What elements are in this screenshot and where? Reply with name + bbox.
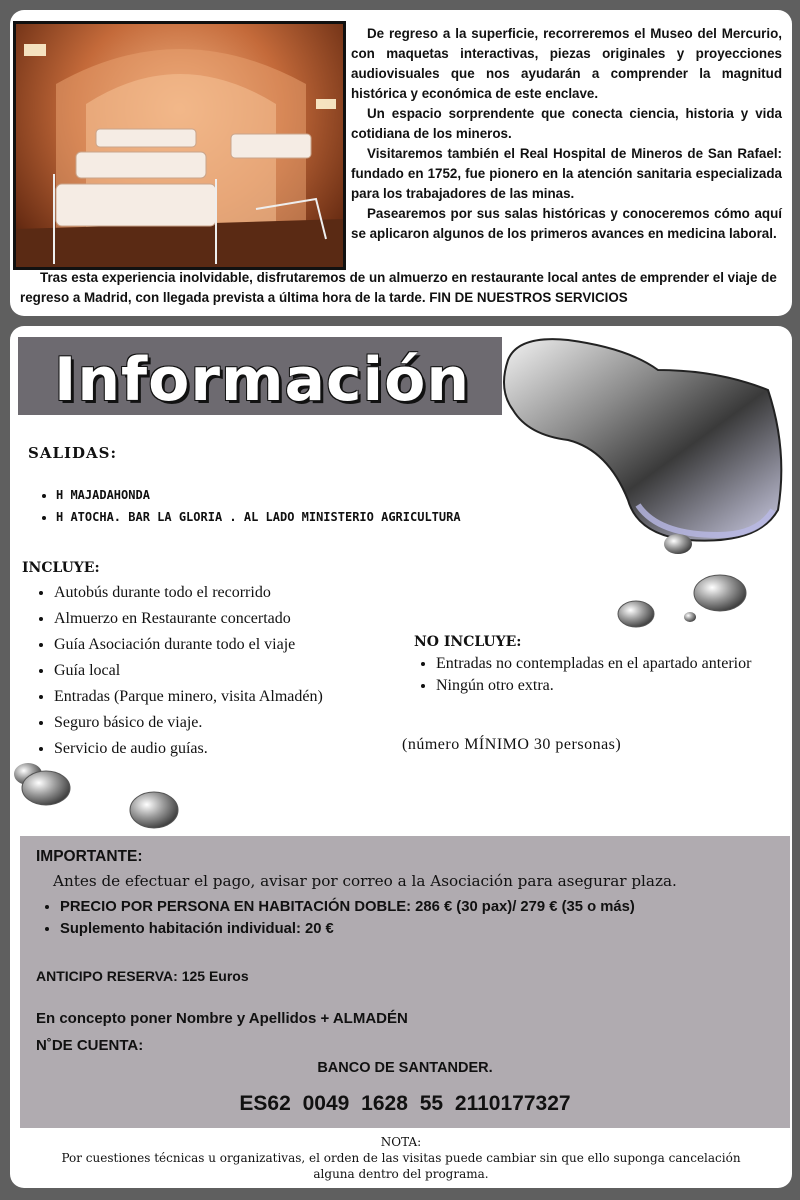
- information-card: [10, 326, 792, 1188]
- intro-paragraph: De regreso a la superficie, recorreremos el Museo del Mercurio, con maquetas interactivas, piezas originales y proyecciones audiovisuales que nos ayudarán a comprender la magnitud histórica y económica de este enclave.: [351, 26, 782, 101]
- mercury-blob-icon: [488, 330, 788, 560]
- mercury-drop-icon: [616, 598, 656, 630]
- list-item: • Entradas no contempladas en el apartado anterior: [436, 653, 792, 674]
- note-text: Por cuestiones técnicas u organizativas, el orden de las visitas puede cambiar sin que ello suponga cancelación alguna dentro del programa.: [61, 1151, 741, 1181]
- list-item: • Servicio de audio guías.: [54, 736, 323, 762]
- mercury-drop-icon: [690, 570, 750, 616]
- intro-paragraph: Un espacio sorprendente que conecta ciencia, historia y vida cotidiana de los mineros.: [351, 106, 782, 141]
- hospital-room-illustration: [16, 24, 343, 267]
- list-item: • Seguro básico de viaje.: [54, 710, 323, 736]
- closing-paragraph: Tras esta experiencia inolvidable, disfrutaremos de un almuerzo en restaurante local antes de emprender el viaje de regreso a Madrid, con llegada prevista a última hora de la tarde. FIN DE NUESTROS SERVICIOS: [20, 270, 777, 305]
- iban-number: ES62 0049 1628 55 2110177327: [239, 1092, 571, 1115]
- list-item: • H ATOCHA. BAR LA GLORIA . AL LADO MINISTERIO AGRICULTURA: [56, 506, 461, 528]
- intro-text: [351, 24, 782, 244]
- mercury-drop-icon: [6, 760, 76, 808]
- incluye-heading: INCLUYE:: [22, 560, 100, 576]
- concept-text: En concepto poner Nombre y Apellidos + ALMADÉN: [36, 1010, 408, 1027]
- deposit-text: ANTICIPO RESERVA: 125 Euros: [36, 968, 249, 984]
- title-banner: [18, 337, 502, 415]
- list-item: • Autobús durante todo el recorrido: [54, 580, 323, 606]
- salidas-list: [26, 484, 461, 528]
- list-item: • Guía Asociación durante todo el viaje: [54, 632, 323, 658]
- bank-name: BANCO DE SANTANDER.: [317, 1060, 493, 1076]
- footer-note: [50, 1134, 752, 1182]
- salidas-heading: SALIDAS:: [28, 444, 118, 462]
- list-item: • PRECIO POR PERSONA EN HABITACIÓN DOBLE: 286 € (30 pax)/ 279 € (35 o más): [60, 896, 635, 918]
- important-heading: IMPORTANTE:: [36, 848, 143, 865]
- list-item: • Ningún otro extra.: [436, 675, 792, 696]
- mercury-drop-icon: [128, 790, 180, 830]
- list-item: • H MAJADAHONDA: [56, 484, 461, 506]
- minimum-note: (número MÍNIMO 30 personas): [402, 736, 622, 753]
- no-incluye-list: [414, 653, 792, 697]
- price-list: [36, 896, 635, 940]
- note-label: NOTA:: [380, 1135, 422, 1149]
- no-incluye-heading: NO INCLUYE:: [414, 634, 522, 650]
- account-label: N˚DE CUENTA:: [36, 1037, 144, 1054]
- intro-paragraph: Visitaremos también el Real Hospital de Mineros de San Rafael: fundado en 1752, fue pionero en la atención sanitaria especializada para los trabajadores de las minas.: [351, 146, 782, 201]
- important-note: Antes de efectuar el pago, avisar por correo a la Asociación para asegurar plaza.: [53, 872, 677, 890]
- incluye-list: [20, 580, 323, 762]
- hospital-photo: [13, 21, 346, 270]
- intro-paragraph: Pasearemos por sus salas históricas y conoceremos cómo aquí se aplicaron algunos de los primeros avances en medicina laboral.: [351, 206, 782, 241]
- page-title: Información: [54, 345, 471, 415]
- list-item: • Guía local: [54, 658, 323, 684]
- intro-card: [10, 10, 792, 316]
- list-item: • Almuerzo en Restaurante concertado: [54, 606, 323, 632]
- important-box: [20, 836, 790, 1128]
- list-item: • Suplemento habitación individual: 20 €: [60, 918, 635, 940]
- mercury-drop-icon: [682, 610, 698, 624]
- list-item: • Entradas (Parque minero, visita Almadén): [54, 684, 323, 710]
